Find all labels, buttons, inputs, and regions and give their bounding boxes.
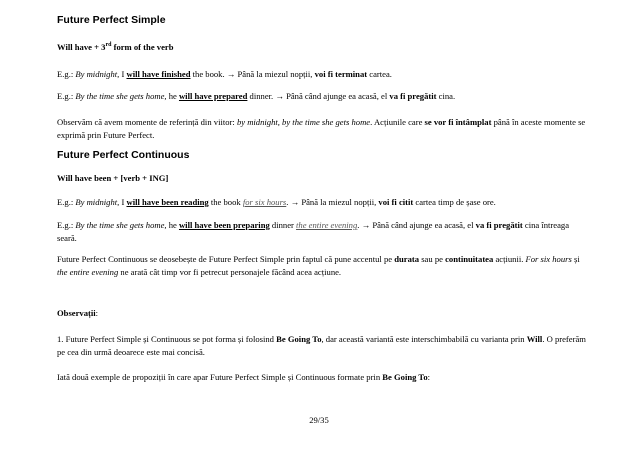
formula-future-perfect-simple: Will have + 3rd form of the verb	[57, 42, 174, 52]
example-1-simple: E.g.: By midnight, I will have finished the book. → Până la miezul nopții, voi fi terminat cartea.	[57, 69, 392, 79]
page-number: 29/35	[309, 415, 329, 425]
heading-future-perfect-continuous: Future Perfect Continuous	[57, 149, 190, 161]
note-simple: Observăm că avem momente de referință din viitor: by midnight, by the time she gets home. Acțiunile care se vor fi întâmplat până în aceste momente se exprimă prin Future Perfect.	[57, 117, 586, 140]
observatii-heading: Observații:	[57, 308, 99, 318]
example-1-continuous: E.g.: By midnight, I will have been reading the book for six hours. → Până la miezul nopții, voi fi citit cartea timp de șase ore.	[57, 197, 496, 207]
note-continuous: Future Perfect Continuous se deosebește de Future Perfect Simple prin faptul că pune accentul pe durata sau pe continuitatea acțiunii. For six hours și the entire evening ne arată cât timp vor fi petrecut personajele făcând acea acțiune.	[57, 254, 580, 277]
example-2-simple: E.g.: By the time she gets home, he will have prepared dinner. → Până când ajunge ea acasă, el va fi pregătit cina.	[57, 91, 456, 101]
observatie-1: 1. Future Perfect Simple și Continuous se pot forma și folosind Be Going To, dar această variantă este interschimbabilă cu varianta prin Will. O preferăm pe cea din urmă deoarece este mai concisă.	[57, 334, 586, 357]
heading-future-perfect-simple: Future Perfect Simple	[57, 14, 166, 26]
observatie-2: Iată două exemple de propoziții în care apar Future Perfect Simple și Continuous formate prin Be Going To:	[57, 372, 431, 382]
formula-future-perfect-continuous: Will have been + [verb + ING]	[57, 173, 169, 183]
example-2-continuous: E.g.: By the time she gets home, he will have been preparing dinner the entire evening. → Până când ajunge ea acasă, el va fi pregătit cina întreaga seară.	[57, 220, 570, 243]
